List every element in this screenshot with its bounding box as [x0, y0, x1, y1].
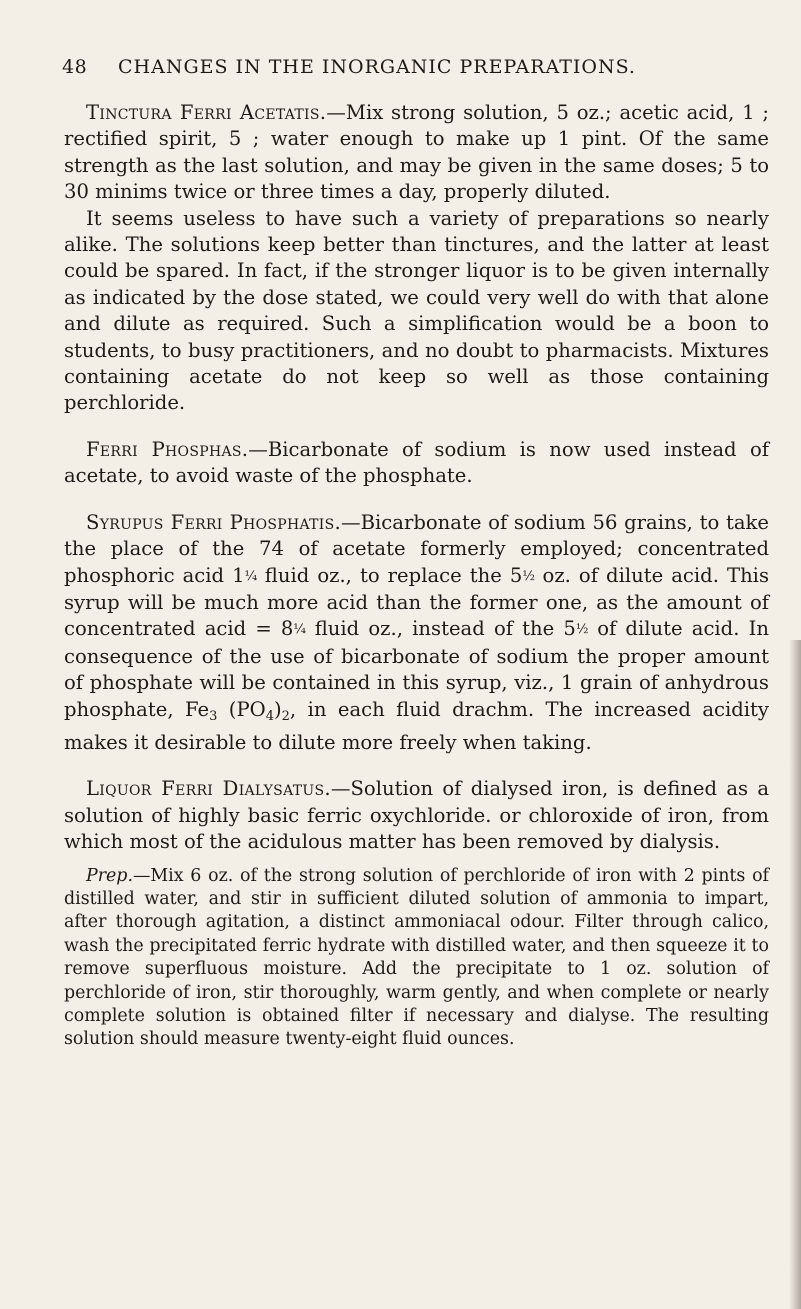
fraction: ¼	[244, 568, 257, 584]
subscript: 2	[281, 708, 290, 724]
preparation-note	[64, 865, 769, 1052]
entry-heading: Tinctura Ferri Acetatis.	[86, 101, 327, 124]
fraction: ½	[575, 622, 589, 638]
entry-text: , in each fluid drachm. The increased acidity makes it desirable to dilute more freely when taking.	[64, 697, 769, 754]
entry-text: (PO	[217, 697, 266, 721]
entry-text: —Bicarbonate of sodium 56 grains, to take the place of the 74 of acetate formerly employed; concentrated phosphoric acid 1	[64, 510, 769, 587]
entry-text: )	[273, 697, 282, 721]
entry-text: fluid oz., instead of the 5	[305, 617, 576, 641]
entry-text: —Bicarbonate of sodium is now used instead of acetate, to avoid waste of the phosphate.	[64, 437, 769, 488]
page-edge-shadow	[789, 640, 801, 1309]
running-title: CHANGES IN THE INORGANIC PREPARATIONS.	[118, 56, 636, 78]
entry-text: oz. of dilute acid. This syrup will be much more acid than the former one, as the amount of concentrated acid = 8	[64, 563, 770, 641]
subscript: 4	[265, 708, 274, 724]
entry-heading: Ferri Phosphas.	[86, 437, 249, 461]
prep-label: Prep.	[86, 865, 133, 886]
entry-heading: Syrupus Ferri Phosphatis.	[86, 510, 342, 534]
prep-text: —Mix 6 oz. of the strong solution of perchloride of iron with 2 pints of distilled water, and stir in sufficient diluted solution of ammonia to impart, after thorough agitation, a distinct ammoniacal odour. Filter through calico, wash the precipitated ferric hydrate with distilled water, and then squeeze it to remove superfluous moisture. Add the precipitate to 1 oz. solution of perchloride of iron, stir thoroughly, warm gently, and when complete or nearly complete solution is obtained filter if necessary and dialyse. The resulting solution should measure twenty-eight fluid ounces.	[64, 865, 769, 1050]
fraction: ¼	[293, 622, 306, 638]
fraction: ½	[522, 568, 535, 584]
entry-tinctura-ferri-acetatis	[64, 100, 769, 206]
entry-text: —Mix strong solution, 5 oz.; acetic acid, 1 ; rectified spirit, 5 ; water enough to make up 1 pint. Of the same strength as the last solution, and may be given in the same doses; 5 to 30 minims twice or three times a day, properly diluted.	[64, 101, 769, 204]
entry-liquor-ferri-dialysatus	[64, 776, 769, 855]
page-number: 48	[62, 56, 88, 78]
entry-ferri-phosphas	[64, 437, 769, 490]
entry-heading: Liquor Ferri Dialysatus.	[86, 777, 331, 801]
running-header	[62, 56, 742, 86]
entry-text: fluid oz., to replace the 5	[256, 563, 523, 587]
entry-text: of dilute acid. In consequence of the use of bicarbonate of sodium the proper amount of phosphate will be contained in this syrup, viz., 1 grain of anhydrous phosphate, Fe	[64, 617, 769, 721]
page-body	[64, 100, 769, 1052]
entry-text: —Solution of dialysed iron, is defined as a solution of highly basic ferric oxychloride. or chloroxide of iron, from which most of the acidulous matter has been removed by dialysis.	[64, 777, 769, 854]
entry-syrupus-ferri-phosphatis	[64, 510, 769, 757]
commentary-paragraph: It seems useless to have such a variety of preparations so nearly alike. The solutions keep better than tinctures, and the latter at least could be spared. In fact, if the stronger liquor is to be given internally as indicated by the dose stated, we could very well do with that alone and dilute as required. Such a simplification would be a boon to students, to busy practitioners, and no doubt to pharmacists. Mixtures containing acetate do not keep so well as those containing perchloride.	[64, 206, 769, 415]
subscript: 3	[209, 708, 218, 724]
